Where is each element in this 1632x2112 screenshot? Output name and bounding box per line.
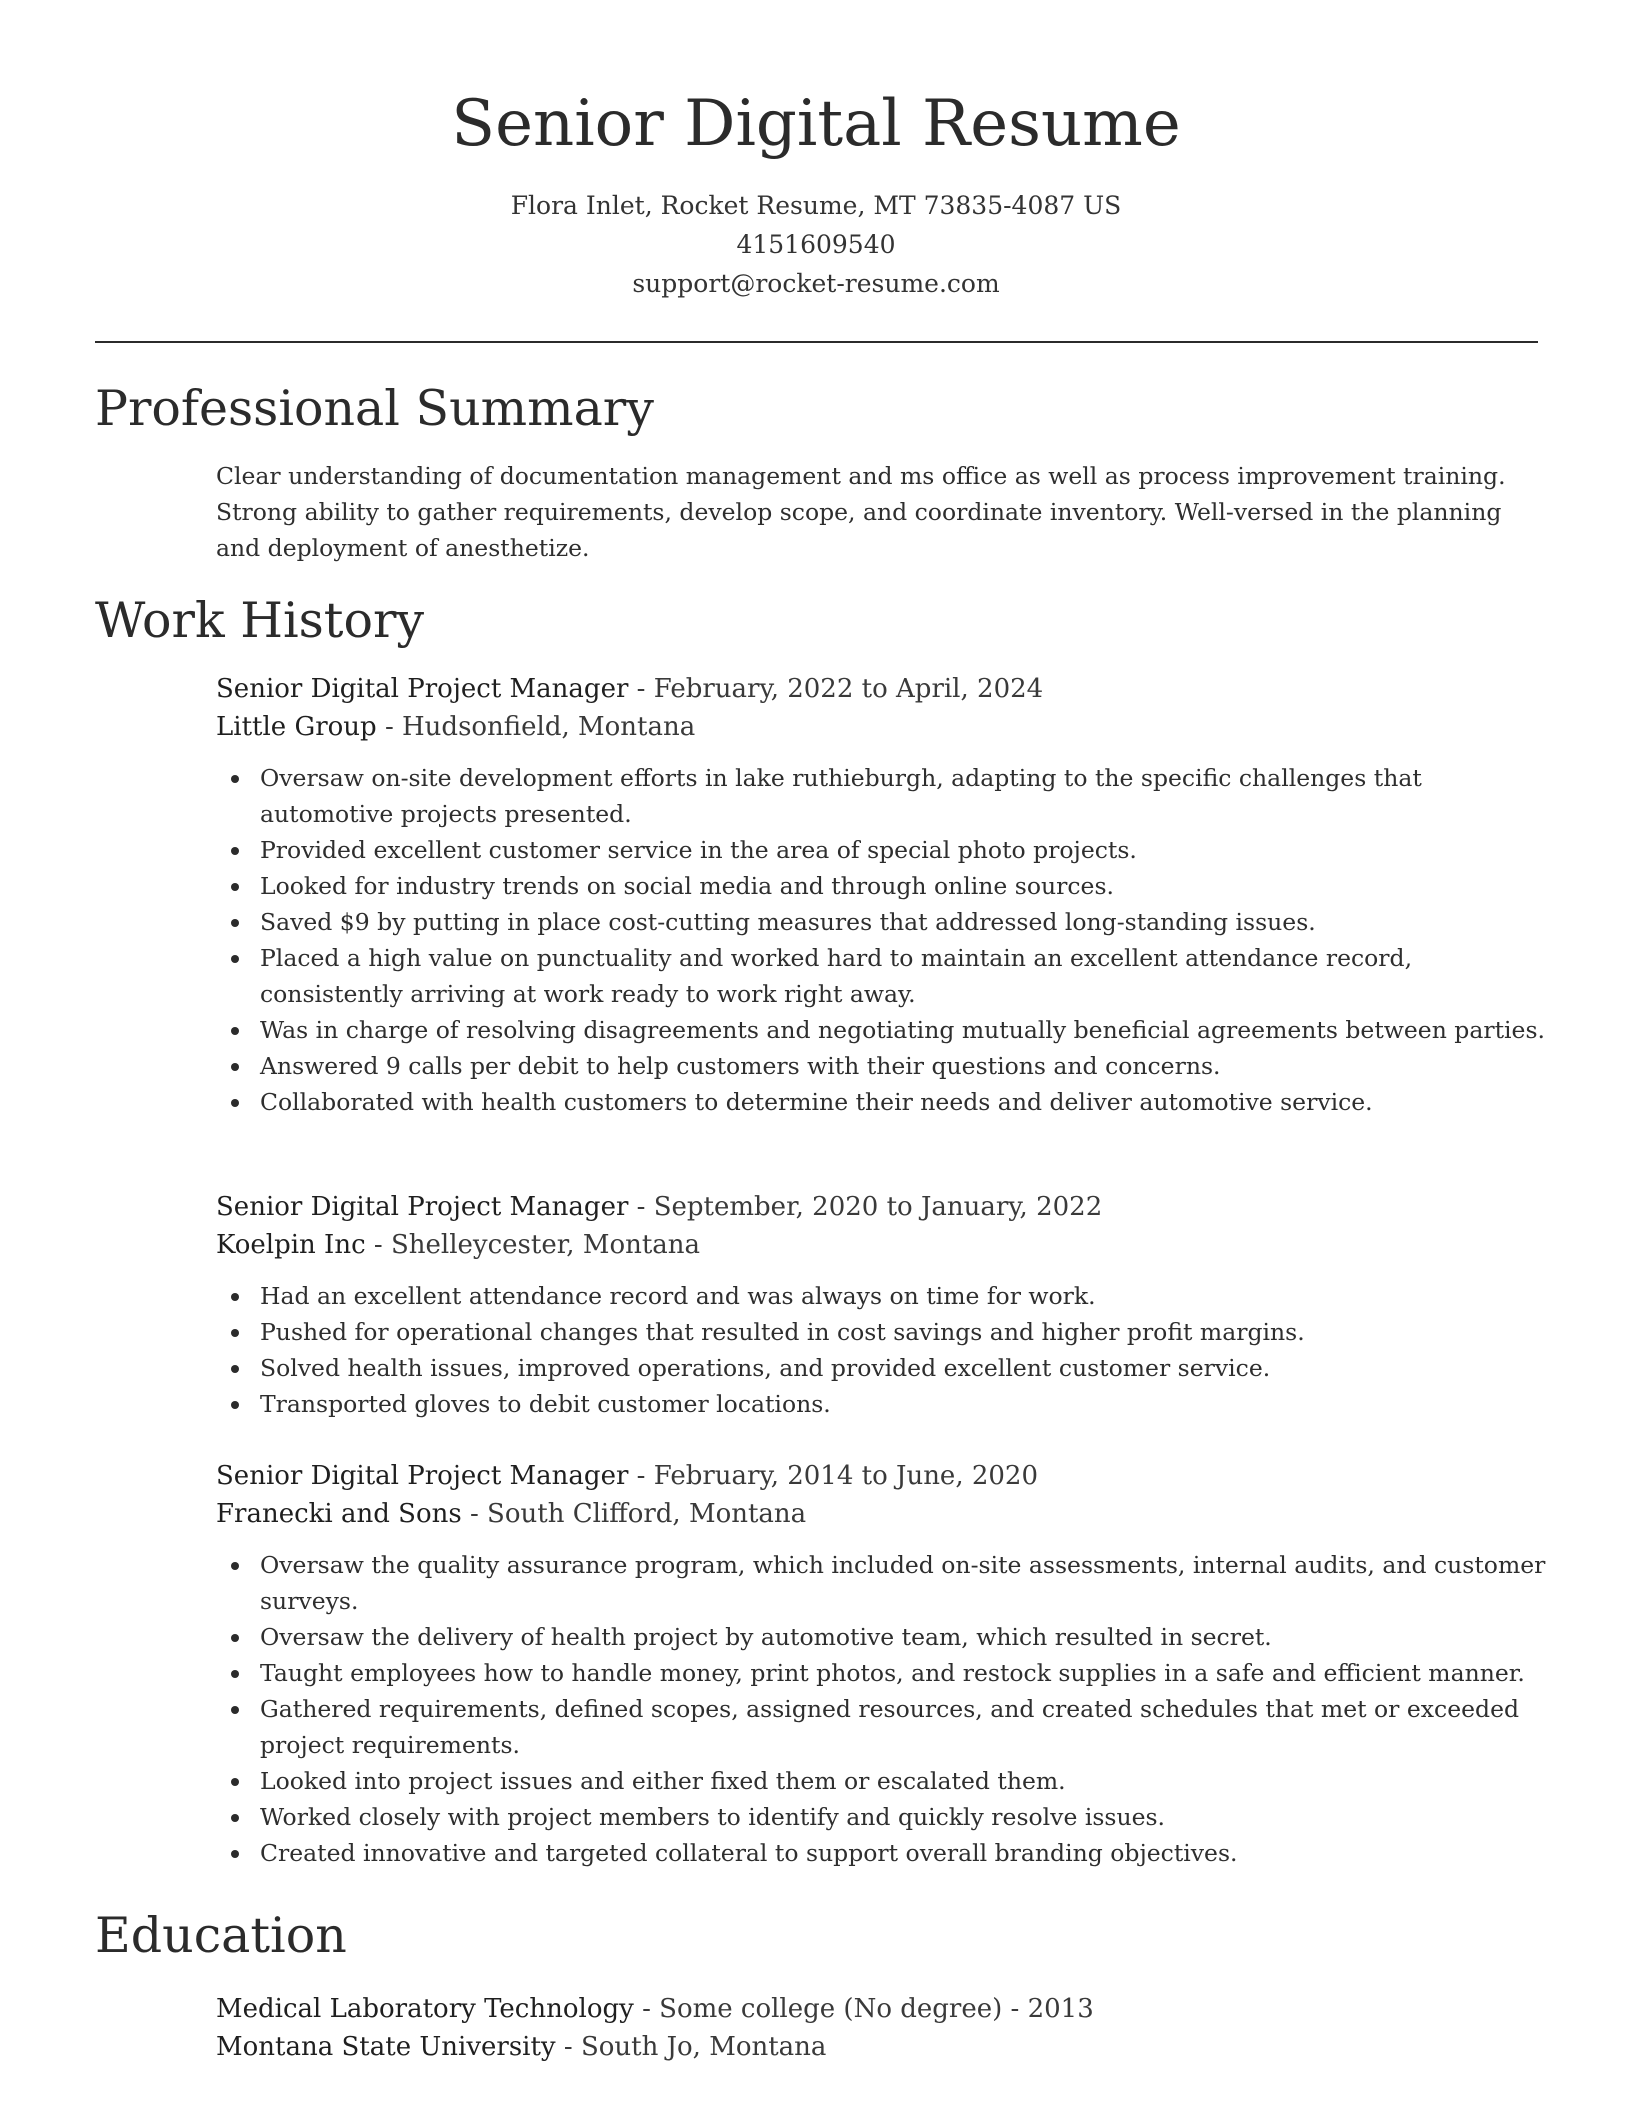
job-company-line: [216, 1226, 1546, 1264]
job-title: Senior Digital Project Manager: [216, 1461, 629, 1491]
job-entry: [216, 1188, 1546, 1422]
education-heading: Education: [95, 1907, 347, 1964]
education-school-line: [216, 2028, 1536, 2066]
job-bullets: [216, 1278, 1546, 1422]
education-degree: Medical Laboratory Technology: [216, 1994, 634, 2024]
education-entry: [216, 1990, 1536, 2066]
job-dates: - February, 2022 to April, 2024: [628, 674, 1044, 704]
job-title-line: [216, 1188, 1546, 1226]
job-entry: [216, 1457, 1546, 1871]
education-school-location: - South Jo, Montana: [555, 2032, 827, 2062]
job-title-line: [216, 1457, 1546, 1495]
job-entry: [216, 670, 1546, 1120]
job-company: Franecki and Sons: [216, 1499, 462, 1529]
resume-header: [0, 0, 1632, 303]
job-bullet: Pushed for operational changes that resulted in cost savings and higher profit margins.: [216, 1314, 1546, 1350]
job-location: - South Clifford, Montana: [461, 1499, 807, 1529]
job-location: - Hudsonfield, Montana: [376, 712, 696, 742]
contact-email: support@rocket-resume.com: [632, 269, 1000, 298]
education-degree-detail: - Some college (No degree) - 2013: [633, 1994, 1094, 2024]
job-bullet: Oversaw on-site development efforts in lake ruthieburgh, adapting to the specific challenges that automotive projects presented.: [216, 760, 1546, 832]
job-bullet: Was in charge of resolving disagreements and negotiating mutually beneficial agreements between parties.: [216, 1012, 1546, 1048]
job-bullet: Oversaw the delivery of health project by automotive team, which resulted in secret.: [216, 1619, 1546, 1655]
job-bullet: Looked into project issues and either fixed them or escalated them.: [216, 1763, 1546, 1799]
header-divider: [95, 341, 1538, 343]
resume-name: Senior Digital Resume: [451, 87, 1181, 161]
job-title: Senior Digital Project Manager: [216, 674, 629, 704]
contact-phone: 4151609540: [736, 230, 896, 259]
job-bullet: Created innovative and targeted collateral to support overall branding objectives.: [216, 1835, 1546, 1871]
job-bullet: Gathered requirements, defined scopes, assigned resources, and created schedules that met or exceeded project requirements.: [216, 1691, 1546, 1763]
job-bullet: Transported gloves to debit customer locations.: [216, 1386, 1546, 1422]
job-bullet: Solved health issues, improved operations, and provided excellent customer service.: [216, 1350, 1546, 1386]
summary-text: Clear understanding of documentation management and ms office as well as process improvement training. Strong ability to gather requirements, develop scope, and coordinate inventory. Well-versed in the planning and deployment of anesthetize.: [216, 462, 1506, 562]
job-bullet: Placed a high value on punctuality and worked hard to maintain an excellent attendance record, consistently arriving at work ready to work right away.: [216, 940, 1546, 1012]
job-bullet: Collaborated with health customers to determine their needs and deliver automotive service.: [216, 1084, 1546, 1120]
job-dates: - February, 2014 to June, 2020: [628, 1461, 1039, 1491]
job-title-line: [216, 670, 1546, 708]
job-bullet: Worked closely with project members to identify and quickly resolve issues.: [216, 1799, 1546, 1835]
job-bullets: [216, 1547, 1546, 1871]
job-company: Koelpin Inc: [216, 1230, 366, 1260]
job-company-line: [216, 708, 1546, 746]
summary-heading: Professional Summary: [95, 380, 654, 437]
job-bullet: Looked for industry trends on social media and through online sources.: [216, 868, 1546, 904]
job-bullet: Provided excellent customer service in the area of special photo projects.: [216, 832, 1546, 868]
job-bullet: Answered 9 calls per debit to help customers with their questions and concerns.: [216, 1048, 1546, 1084]
job-company-line: [216, 1495, 1546, 1533]
education-school: Montana State University: [216, 2032, 556, 2062]
job-bullet: Oversaw the quality assurance program, which included on-site assessments, internal audits, and customer surveys.: [216, 1547, 1546, 1619]
job-bullet: Had an excellent attendance record and was always on time for work.: [216, 1278, 1546, 1314]
job-bullet: Saved $9 by putting in place cost-cutting measures that addressed long-standing issues.: [216, 904, 1546, 940]
job-bullet: Taught employees how to handle money, print photos, and restock supplies in a safe and efficient manner.: [216, 1655, 1546, 1691]
job-dates: - September, 2020 to January, 2022: [628, 1192, 1103, 1222]
job-title: Senior Digital Project Manager: [216, 1192, 629, 1222]
job-bullets: [216, 760, 1546, 1120]
job-company: Little Group: [216, 712, 377, 742]
contact-block: [0, 186, 1632, 303]
contact-address: Flora Inlet, Rocket Resume, MT 73835-4087 US: [510, 191, 1122, 220]
education-degree-line: [216, 1990, 1536, 2028]
job-location: - Shelleycester, Montana: [365, 1230, 701, 1260]
work-history-heading: Work History: [95, 592, 425, 649]
